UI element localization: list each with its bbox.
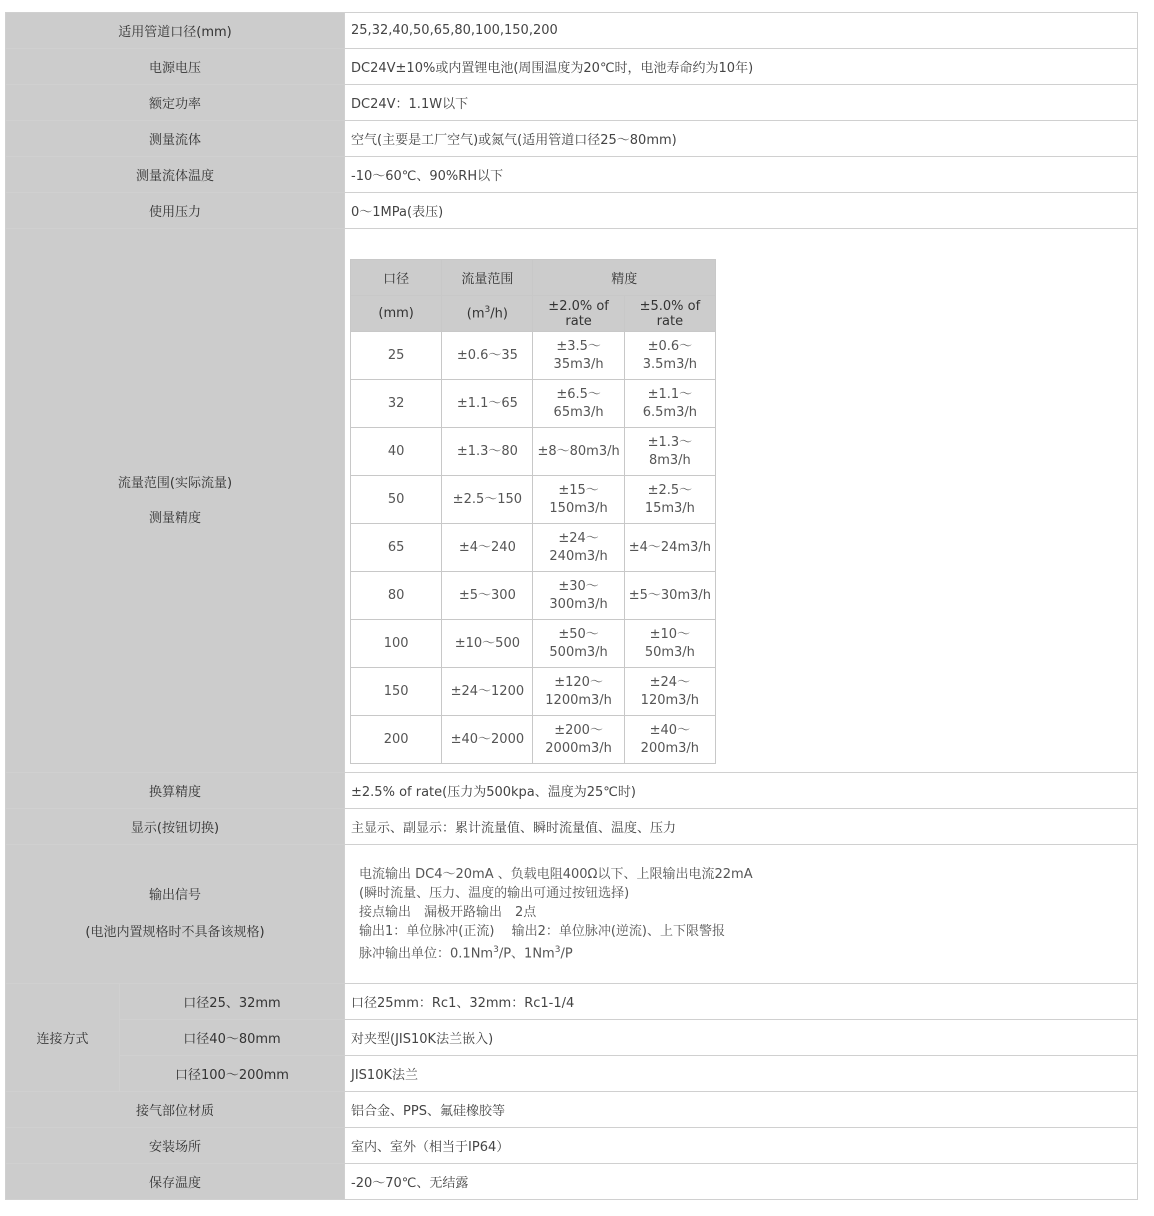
header-range: 流量范围 — [442, 260, 533, 296]
spec-row-rated-power — [6, 85, 1138, 121]
output-label — [6, 845, 345, 984]
spec-value: 25,32,40,50,65,80,100,150,200 — [345, 13, 1138, 49]
output-line: 电流输出 DC4～20mA 、负载电阻400Ω以下、上限输出电流22mA — [359, 867, 753, 882]
output-line: 接点输出 漏极开路输出 2点 — [359, 905, 537, 920]
connection-sub-label: 口径25、32mm — [120, 984, 345, 1020]
flow-caliber-cell: 25 — [351, 332, 442, 380]
flow-range-cell: ±0.6～35 — [442, 332, 533, 380]
connection-sub-label: 口径40～80mm — [120, 1020, 345, 1056]
flow-acc2-cell: ±15～ 150m3/h — [533, 476, 624, 524]
flow-caliber-cell: 100 — [351, 620, 442, 668]
spec-row-fluid — [6, 121, 1138, 157]
connection-sub-label: 口径100～200mm — [120, 1056, 345, 1092]
header-acc2: ±2.0% of rate — [533, 296, 624, 332]
spec-row-display — [6, 809, 1138, 845]
spec-row-connection — [6, 984, 1138, 1020]
output-label-line2: (电池内置规格时不具备该规格) — [85, 925, 265, 941]
spec-table — [5, 12, 1138, 1200]
flow-label — [6, 229, 345, 773]
flow-accuracy-table — [350, 259, 716, 764]
flow-acc5-cell: ±1.3～ 8m3/h — [624, 428, 715, 476]
spec-value: 空气(主要是工厂空气)或氮气(适用管道口径25～80mm) — [345, 121, 1138, 157]
spec-label: 电源电压 — [6, 49, 345, 85]
flow-range-cell: ±5～300 — [442, 572, 533, 620]
spec-label: 测量流体 — [6, 121, 345, 157]
header-caliber: 口径 — [351, 260, 442, 296]
flow-range-cell: ±40～2000 — [442, 716, 533, 764]
flow-row — [351, 620, 716, 668]
flow-acc2-cell: ±200～ 2000m3/h — [533, 716, 624, 764]
flow-range-cell: ±24～1200 — [442, 668, 533, 716]
flow-acc2-cell: ±120～ 1200m3/h — [533, 668, 624, 716]
flow-row — [351, 428, 716, 476]
flow-acc5-cell: ±24～ 120m3/h — [624, 668, 715, 716]
spec-row-fluid-temp — [6, 157, 1138, 193]
spec-row-storage-temp — [6, 1164, 1138, 1200]
flow-caliber-cell: 200 — [351, 716, 442, 764]
flow-acc2-cell: ±8～80m3/h — [533, 428, 624, 476]
flow-acc5-cell: ±2.5～ 15m3/h — [624, 476, 715, 524]
flow-row — [351, 380, 716, 428]
flow-acc5-cell: ±40～ 200m3/h — [624, 716, 715, 764]
flow-label-line2: 测量精度 — [149, 510, 202, 526]
flow-acc5-cell: ±10～ 50m3/h — [624, 620, 715, 668]
spec-value: 主显示、副显示：累计流量值、瞬时流量值、温度、压力 — [345, 809, 1138, 845]
flow-acc5-cell: ±1.1～ 6.5m3/h — [624, 380, 715, 428]
flow-row — [351, 524, 716, 572]
flow-range-cell: ±10～500 — [442, 620, 533, 668]
output-line: 输出1：单位脉冲(正流) 输出2：单位脉冲(逆流)、上下限警报 — [359, 924, 725, 939]
spec-value: -10～60℃、90%RH以下 — [345, 157, 1138, 193]
flow-acc5-cell: ±4～24m3/h — [624, 524, 715, 572]
spec-value: 铝合金、PPS、氟硅橡胶等 — [345, 1092, 1138, 1128]
flow-caliber-cell: 65 — [351, 524, 442, 572]
output-line: (瞬时流量、压力、温度的输出可通过按钮选择) — [359, 886, 630, 901]
spec-value: 室内、室外（相当于IP64） — [345, 1128, 1138, 1164]
spec-row-conversion — [6, 773, 1138, 809]
flow-row — [351, 572, 716, 620]
spec-label: 接气部位材质 — [6, 1092, 345, 1128]
spec-row-power-voltage — [6, 49, 1138, 85]
spec-value: -20～70℃、无结露 — [345, 1164, 1138, 1200]
spec-label: 显示(按钮切换) — [6, 809, 345, 845]
flow-caliber-cell: 32 — [351, 380, 442, 428]
connection-value: JIS10K法兰 — [345, 1056, 1138, 1092]
spec-row-install — [6, 1128, 1138, 1164]
flow-range-cell: ±1.1～65 — [442, 380, 533, 428]
flow-acc2-cell: ±6.5～ 65m3/h — [533, 380, 624, 428]
flow-caliber-cell: 40 — [351, 428, 442, 476]
flow-table-cell — [345, 229, 1138, 773]
flow-acc2-cell: ±50～ 500m3/h — [533, 620, 624, 668]
spec-label: 额定功率 — [6, 85, 345, 121]
flow-range-cell: ±1.3～80 — [442, 428, 533, 476]
header-accuracy: 精度 — [533, 260, 716, 296]
flow-row — [351, 476, 716, 524]
connection-label: 连接方式 — [6, 984, 120, 1092]
flow-acc5-cell: ±0.6～ 3.5m3/h — [624, 332, 715, 380]
flow-row — [351, 716, 716, 764]
flow-range-cell: ±2.5～150 — [442, 476, 533, 524]
spec-row-material — [6, 1092, 1138, 1128]
header-range-unit: $(m^3/h)$ — [442, 296, 533, 332]
flow-acc2-cell: ±30～ 300m3/h — [533, 572, 624, 620]
flow-range-cell: ±4～240 — [442, 524, 533, 572]
flow-row — [351, 332, 716, 380]
flow-caliber-cell: 80 — [351, 572, 442, 620]
spec-label: 适用管道口径(mm) — [6, 13, 345, 49]
flow-caliber-cell: 50 — [351, 476, 442, 524]
spec-value: 0～1MPa(表压) — [345, 193, 1138, 229]
spec-label: 使用压力 — [6, 193, 345, 229]
flow-caliber-cell: 150 — [351, 668, 442, 716]
connection-value: 口径25mm：Rc1、32mm：Rc1-1/4 — [345, 984, 1138, 1020]
spec-value: DC24V±10%或内置锂电池(周围温度为20℃时，电池寿命约为10年) — [345, 49, 1138, 85]
spec-row-connection — [6, 1056, 1138, 1092]
flow-row — [351, 668, 716, 716]
spec-row-connection — [6, 1020, 1138, 1056]
spec-value: DC24V：1.1W以下 — [345, 85, 1138, 121]
spec-label: 安装场所 — [6, 1128, 345, 1164]
spec-value: ±2.5% of rate(压力为500kpa、温度为25℃时) — [345, 773, 1138, 809]
connection-value: 对夹型(JIS10K法兰嵌入) — [345, 1020, 1138, 1056]
flow-acc2-cell: ±3.5～ 35m3/h — [533, 332, 624, 380]
spec-row-caliber — [6, 13, 1138, 49]
spec-row-flow-range — [6, 229, 1138, 773]
output-label-line1: 输出信号 — [149, 888, 202, 904]
spec-label: 测量流体温度 — [6, 157, 345, 193]
flow-acc2-cell: ±24～ 240m3/h — [533, 524, 624, 572]
spec-row-pressure — [6, 193, 1138, 229]
output-line: 脉冲输出单位：0.1Nm$^3$/P、1Nm$^3$/P — [359, 945, 573, 962]
header-caliber-unit: (mm) — [351, 296, 442, 332]
flow-label-line1: 流量范围(实际流量) — [117, 475, 233, 491]
header-acc5: ±5.0% of rate — [624, 296, 715, 332]
spec-label: 换算精度 — [6, 773, 345, 809]
flow-acc5-cell: ±5～30m3/h — [624, 572, 715, 620]
output-value — [345, 845, 1138, 984]
spec-label: 保存温度 — [6, 1164, 345, 1200]
spec-row-output — [6, 845, 1138, 984]
